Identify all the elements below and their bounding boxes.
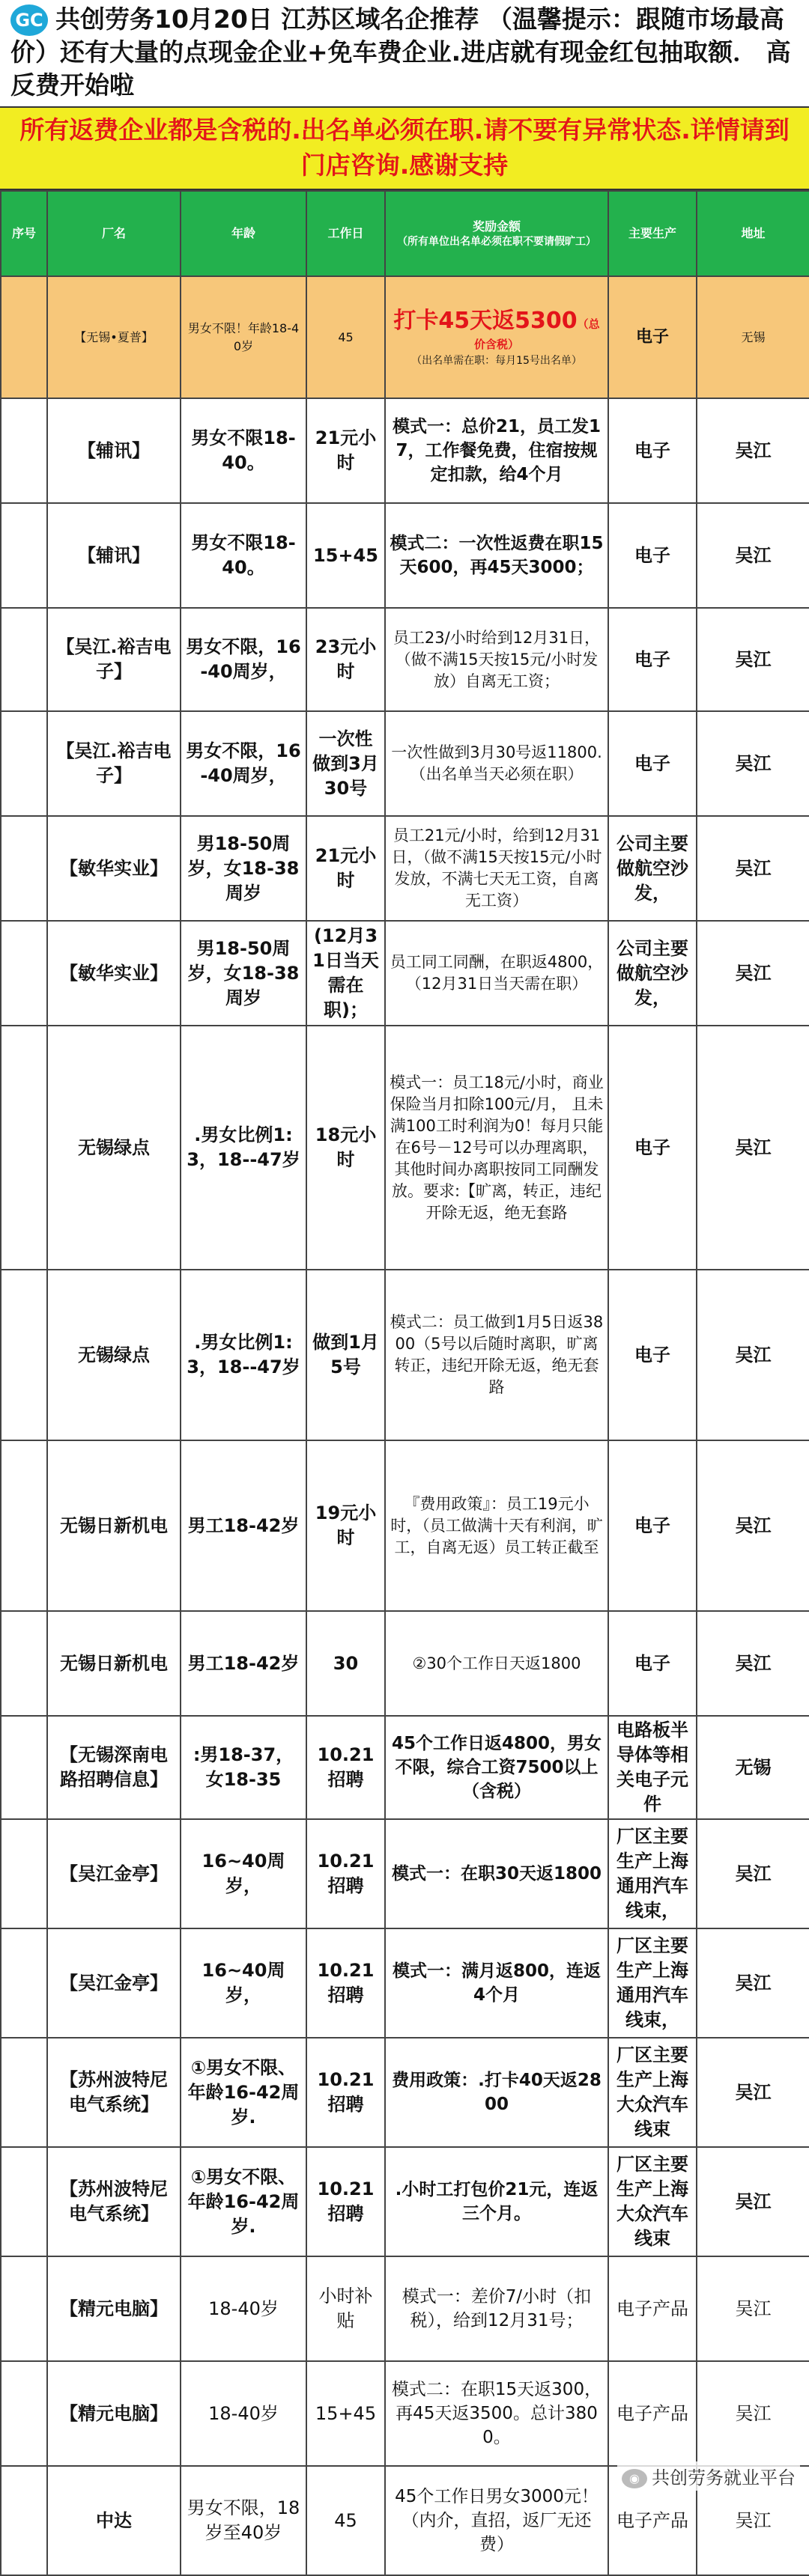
table-row: [1, 1270, 809, 1440]
table-row: [1, 921, 809, 1026]
table-row: [1, 1611, 809, 1716]
cell-seq: [1, 2361, 47, 2466]
cell-age: 男女不限18-40。: [181, 398, 306, 503]
highlight-workdays: 45: [306, 276, 385, 398]
cell-workdays: 19元小时: [306, 1440, 385, 1611]
cell-bonus: 45个工作日男女3000元！（内介，直招，返厂无还费）: [385, 2466, 608, 2575]
header-age: 年龄: [181, 191, 306, 276]
cell-seq: [1, 398, 47, 503]
cell-bonus: 一次性做到3月30号返11800.（出名单当天必须在职）: [385, 711, 608, 816]
cell-factory: 【吴江金亭】: [47, 1928, 181, 2038]
header-factory: 厂名: [47, 191, 181, 276]
cell-factory: 【苏州波特尼电气系统】: [47, 2038, 181, 2147]
cell-product: 电子: [608, 1270, 697, 1440]
table-row: [1, 608, 809, 711]
cell-location: 吴江: [697, 503, 809, 608]
cell-seq: [1, 2038, 47, 2147]
highlight-bonus: [385, 276, 608, 398]
table-row: [1, 2256, 809, 2361]
table-row: [1, 1928, 809, 2038]
cell-seq: [1, 711, 47, 816]
cell-location: 吴江: [697, 1270, 809, 1440]
cell-factory: 【敏华实业】: [47, 816, 181, 921]
cell-product: 电子: [608, 711, 697, 816]
cell-workdays: 10.21招聘: [306, 1928, 385, 2038]
cell-bonus: 模式一：员工18元/小时，商业保险当月扣除100元/月， 且未满100工时利润为0！每月只能在6号－12号可以办理离职，其他时间办离职按同工同酬发放。要求:【旷离，转正，违纪开除无返，绝无套路: [385, 1026, 608, 1270]
cell-bonus: 模式二：员工做到1月5日返3800（5号以后随时离职，旷离转正，违纪开除无返，绝无套路: [385, 1270, 608, 1440]
table-row: [1, 1819, 809, 1928]
cell-location: 吴江: [697, 2147, 809, 2256]
table-row: [1, 2038, 809, 2147]
cell-workdays: 45: [306, 2466, 385, 2575]
cell-bonus: 模式二：在职15天返300，再45天返3500。总计3800。: [385, 2361, 608, 2466]
cell-age: 18-40岁: [181, 2256, 306, 2361]
cell-product: 公司主要做航空沙发，: [608, 816, 697, 921]
cell-factory: 中达: [47, 2466, 181, 2575]
cell-factory: 【吴江.裕吉电子】: [47, 608, 181, 711]
cell-factory: 【辅讯】: [47, 398, 181, 503]
table-header: [1, 191, 809, 276]
cell-seq: [1, 921, 47, 1026]
job-table: [0, 190, 809, 2576]
table-row: [1, 398, 809, 503]
cell-workdays: 21元小时: [306, 398, 385, 503]
cell-seq: [1, 2256, 47, 2361]
cell-seq: [1, 503, 47, 608]
header-seq: 序号: [1, 191, 47, 276]
wechat-icon: ◉: [622, 2469, 647, 2488]
page-header: [0, 0, 809, 108]
cell-product: 电子: [608, 1440, 697, 1611]
cell-factory: 【苏州波特尼电气系统】: [47, 2147, 181, 2256]
cell-seq: [1, 1611, 47, 1716]
table-row: [1, 503, 809, 608]
cell-factory: 【辅讯】: [47, 503, 181, 608]
header-bonus: [385, 191, 608, 276]
highlight-product: 电子: [608, 276, 697, 398]
cell-product: 厂区主要生产上海通用汽车线束，: [608, 1819, 697, 1928]
cell-bonus: 员工23/小时给到12月31日，（做不满15天按15元/小时发放）自离无工资；: [385, 608, 608, 711]
highlight-bonus-note: （出名单需在职：每月15号出名单）: [411, 354, 582, 367]
cell-location: 吴江: [697, 1611, 809, 1716]
cell-age: :男18-37，女18-35: [181, 1716, 306, 1819]
cell-seq: [1, 608, 47, 711]
cell-workdays: (12月31日当天需在职)；: [306, 921, 385, 1026]
header-location: 地址: [697, 191, 809, 276]
cell-workdays: 18元小时: [306, 1026, 385, 1270]
cell-workdays: 21元小时: [306, 816, 385, 921]
cell-age: 男18-50周岁，女18-38周岁: [181, 816, 306, 921]
cell-age: 男女不限18-40。: [181, 503, 306, 608]
cell-age: 男18-50周岁，女18-38周岁: [181, 921, 306, 1026]
cell-product: 电子产品: [608, 2361, 697, 2466]
highlight-location: 无锡: [697, 276, 809, 398]
cell-seq: [1, 2147, 47, 2256]
cell-factory: 无锡绿点: [47, 1026, 181, 1270]
table-row: [1, 1026, 809, 1270]
highlight-row: [1, 276, 809, 398]
header-bonus-title: 奖励金额: [472, 219, 521, 234]
cell-workdays: 做到1月5号: [306, 1270, 385, 1440]
cell-factory: 【无锡深南电路招聘信息】: [47, 1716, 181, 1819]
cell-factory: 【吴江金亭】: [47, 1819, 181, 1928]
highlight-factory: 【无锡•夏普】: [47, 276, 181, 398]
cell-product: 电子产品: [608, 2466, 697, 2575]
cell-seq: [1, 2466, 47, 2575]
notice-banner: 所有返费企业都是含税的.出名单必须在职.请不要有异常状态.详情请到门店咨询.感谢支持: [0, 108, 809, 190]
cell-location: 吴江: [697, 2361, 809, 2466]
cell-product: 厂区主要生产上海大众汽车线束: [608, 2147, 697, 2256]
cell-seq: [1, 816, 47, 921]
cell-age: 男女不限，16-40周岁，: [181, 608, 306, 711]
cell-bonus: 『费用政策』：员工19元小时，（员工做满十天有利润，旷工，自离无返）员工转正截至: [385, 1440, 608, 1611]
cell-product: 电子: [608, 398, 697, 503]
cell-factory: 无锡日新机电: [47, 1440, 181, 1611]
cell-bonus: 模式一：满月返800，连返4个月: [385, 1928, 608, 2038]
cell-location: 吴江: [697, 2038, 809, 2147]
cell-workdays: 10.21招聘: [306, 2038, 385, 2147]
cell-workdays: 10.21招聘: [306, 1819, 385, 1928]
cell-bonus: .小时工打包价21元，连返三个月。: [385, 2147, 608, 2256]
cell-location: 无锡: [697, 1716, 809, 1819]
cell-factory: 【精元电脑】: [47, 2256, 181, 2361]
page-title: 共创劳务10月20日 江苏区域名企推荐 （温馨提示：跟随市场最高价）还有大量的点现金企业+免车费企业.进店就有现金红包抽取额． 高反费开始啦: [10, 4, 791, 100]
cell-factory: 【吴江.裕吉电子】: [47, 711, 181, 816]
cell-workdays: 23元小时: [306, 608, 385, 711]
cell-age: 16~40周岁，: [181, 1928, 306, 2038]
cell-seq: [1, 1716, 47, 1819]
cell-age: ①男女不限、年龄16-42周岁.: [181, 2038, 306, 2147]
cell-workdays: 10.21招聘: [306, 2147, 385, 2256]
cell-factory: 【敏华实业】: [47, 921, 181, 1026]
cell-factory: 【精元电脑】: [47, 2361, 181, 2466]
cell-bonus: 模式二：一次性返费在职15天600，再45天3000；: [385, 503, 608, 608]
cell-bonus: ②30个工作日天返1800: [385, 1611, 608, 1716]
table-row: [1, 1440, 809, 1611]
table-row: [1, 2147, 809, 2256]
cell-age: 16~40周岁，: [181, 1819, 306, 1928]
header-workdays: 工作日: [306, 191, 385, 276]
table-row: [1, 1716, 809, 1819]
cell-product: 电路板半导体等相关电子元件: [608, 1716, 697, 1819]
cell-product: 电子: [608, 608, 697, 711]
cell-bonus: 模式一：在职30天返1800: [385, 1819, 608, 1928]
cell-age: 男工18-42岁: [181, 1440, 306, 1611]
cell-bonus: 45个工作日返4800，男女不限，综合工资7500以上（含税）: [385, 1716, 608, 1819]
cell-location: 吴江: [697, 1026, 809, 1270]
cell-location: 吴江: [697, 1440, 809, 1611]
cell-seq: [1, 1270, 47, 1440]
cell-workdays: 一次性做到3月30号: [306, 711, 385, 816]
header-product: 主要生产: [608, 191, 697, 276]
cell-product: 电子: [608, 1026, 697, 1270]
cell-location: 吴江: [697, 608, 809, 711]
cell-factory: 无锡日新机电: [47, 1611, 181, 1716]
table-row: [1, 816, 809, 921]
cell-product: 电子: [608, 1611, 697, 1716]
cell-workdays: 10.21招聘: [306, 1716, 385, 1819]
cell-location: 吴江: [697, 1928, 809, 2038]
cell-location: 吴江: [697, 816, 809, 921]
cell-location: 吴江: [697, 2466, 809, 2575]
highlight-bonus-main: 打卡45天返5300: [393, 307, 578, 334]
header-bonus-note: （所有单位出名单必须在职不要请假旷工）: [397, 235, 596, 248]
company-logo: GC: [10, 4, 48, 36]
cell-product: 电子: [608, 503, 697, 608]
cell-seq: [1, 1026, 47, 1270]
cell-age: 男女不限，18岁至40岁: [181, 2466, 306, 2575]
highlight-bonus-sub: （总价含税）: [473, 317, 600, 351]
cell-location: 吴江: [697, 2256, 809, 2361]
cell-factory: 无锡绿点: [47, 1270, 181, 1440]
cell-product: 公司主要做航空沙发，: [608, 921, 697, 1026]
cell-bonus: 模式一：差价7/小时（扣税），给到12月31号；: [385, 2256, 608, 2361]
watermark: [617, 2461, 800, 2491]
highlight-seq: [1, 276, 47, 398]
cell-product: 厂区主要生产上海通用汽车线束，: [608, 1928, 697, 2038]
cell-product: 厂区主要生产上海大众汽车线束: [608, 2038, 697, 2147]
cell-location: 吴江: [697, 398, 809, 503]
table-row: [1, 2361, 809, 2466]
cell-seq: [1, 1440, 47, 1611]
cell-workdays: 15+45: [306, 503, 385, 608]
cell-location: 吴江: [697, 1819, 809, 1928]
cell-age: .男女比例1:3，18--47岁: [181, 1026, 306, 1270]
cell-bonus: 费用政策：.打卡40天返2800: [385, 2038, 608, 2147]
highlight-age: 男女不限！年龄18-40岁: [181, 276, 306, 398]
cell-bonus: 模式一：总价21，员工发17，工作餐免费，住宿按规定扣款，给4个月: [385, 398, 608, 503]
cell-seq: [1, 1819, 47, 1928]
cell-bonus: 员工同工同酬，在职返4800，（12月31日当天需在职）: [385, 921, 608, 1026]
cell-location: 吴江: [697, 711, 809, 816]
cell-seq: [1, 1928, 47, 2038]
cell-age: 男工18-42岁: [181, 1611, 306, 1716]
watermark-text: 共创劳务就业平台: [652, 2467, 796, 2488]
cell-workdays: 小时补贴: [306, 2256, 385, 2361]
cell-bonus: 员工21元/小时，给到12月31日，（做不满15天按15元/小时发放，不满七天无工资，自离无工资）: [385, 816, 608, 921]
table-row: [1, 711, 809, 816]
cell-age: 男女不限，16-40周岁，: [181, 711, 306, 816]
cell-age: ①男女不限、年龄16-42周岁.: [181, 2147, 306, 2256]
cell-age: 18-40岁: [181, 2361, 306, 2466]
cell-workdays: 30: [306, 1611, 385, 1716]
cell-workdays: 15+45: [306, 2361, 385, 2466]
cell-location: 吴江: [697, 921, 809, 1026]
cell-age: .男女比例1:3，18--47岁: [181, 1270, 306, 1440]
cell-product: 电子产品: [608, 2256, 697, 2361]
